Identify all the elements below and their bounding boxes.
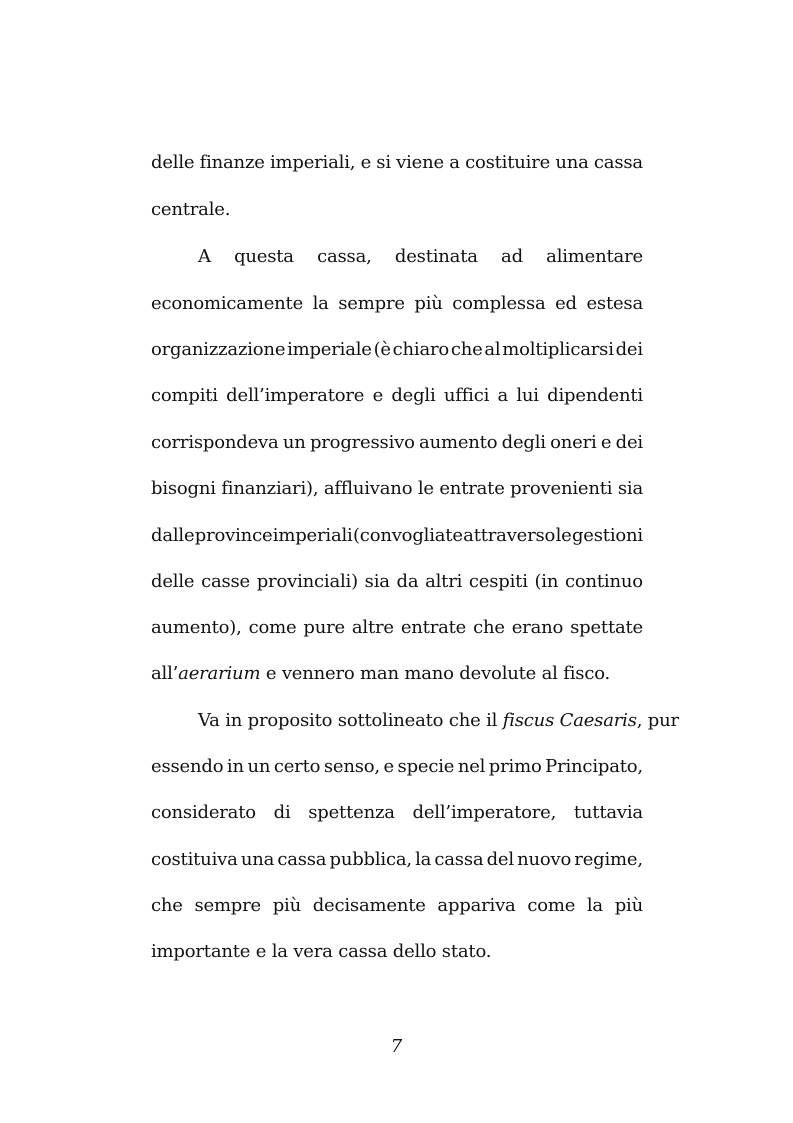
- word: la: [586, 895, 603, 916]
- word: questa: [234, 246, 294, 267]
- word: (è: [373, 339, 391, 360]
- page-number: 7: [390, 1036, 403, 1057]
- word: sia: [364, 571, 390, 592]
- word: nuovo: [517, 849, 572, 870]
- word: alimentare: [546, 246, 643, 267]
- word: altri: [425, 571, 463, 592]
- word: considerato: [151, 802, 256, 823]
- word: imperiale: [287, 339, 372, 360]
- word: casse: [201, 571, 251, 592]
- word: delle: [151, 571, 195, 592]
- word: e: [383, 756, 394, 777]
- word: a: [497, 385, 509, 406]
- text-line: [151, 752, 643, 782]
- word: compiti: [151, 385, 218, 406]
- word: sempre: [338, 293, 405, 314]
- word: moltiplicarsi: [502, 339, 614, 360]
- word: province: [194, 525, 273, 546]
- word: bisogni: [151, 478, 216, 499]
- text-line: [151, 567, 643, 597]
- word: la: [415, 849, 432, 870]
- word: lui: [516, 385, 539, 406]
- word: che: [151, 895, 183, 916]
- text-line: all’aerarium e vennero man mano devolute al fisco.: [151, 663, 611, 684]
- word: e: [360, 152, 372, 173]
- word: sia: [617, 478, 643, 499]
- word: che: [450, 339, 483, 360]
- word: si: [376, 152, 391, 173]
- word: economicamente: [151, 293, 304, 314]
- text-line: [151, 845, 643, 875]
- text-line: [151, 381, 643, 411]
- word: appariva: [437, 895, 516, 916]
- word: oneri: [550, 432, 597, 453]
- word: una: [240, 849, 275, 870]
- word: chiaro: [392, 339, 450, 360]
- word: senso,: [323, 756, 380, 777]
- word: destinata: [394, 246, 478, 267]
- italic-term: aerarium: [178, 663, 261, 684]
- word: provenienti: [510, 478, 613, 499]
- word: viene: [396, 152, 444, 173]
- word: cassa,: [317, 246, 372, 267]
- word: attraverso: [463, 525, 556, 546]
- word: organizzazione: [151, 339, 286, 360]
- word: essendo: [151, 756, 224, 777]
- word: più: [272, 895, 301, 916]
- word: imperiali: [272, 525, 353, 546]
- word: al: [484, 339, 501, 360]
- word: dei: [615, 339, 643, 360]
- word: da: [396, 571, 419, 592]
- word: cassa: [434, 849, 484, 870]
- word: pubblica,: [329, 849, 412, 870]
- word: entrate: [439, 478, 505, 499]
- word: estesa: [586, 293, 643, 314]
- word: dalle: [151, 525, 195, 546]
- word: uffici: [443, 385, 490, 406]
- word: degli: [501, 432, 546, 453]
- word: a: [449, 152, 460, 173]
- text-line: [151, 289, 643, 319]
- word: sempre: [194, 895, 261, 916]
- text-line: importante e la vera cassa dello stato.: [151, 941, 492, 962]
- text-line: [151, 521, 643, 551]
- word: progressivo: [309, 432, 415, 453]
- italic-term: fiscus Caesaris: [502, 710, 637, 731]
- text-line: [151, 335, 643, 365]
- word: corrispondeva: [151, 432, 279, 453]
- word: complessa: [452, 293, 546, 314]
- word: decisamente: [312, 895, 426, 916]
- word: finanze: [199, 152, 265, 173]
- word: come: [248, 617, 297, 638]
- word: specie: [397, 756, 455, 777]
- word: più: [614, 895, 643, 916]
- text-line: [151, 891, 643, 921]
- word: altre: [351, 617, 394, 638]
- word: A: [198, 246, 211, 267]
- text-line: [198, 242, 643, 272]
- text-line: centrale.: [151, 199, 231, 220]
- word: la: [312, 293, 329, 314]
- word: una: [555, 152, 589, 173]
- word: tuttavia: [573, 802, 643, 823]
- word: Principato,: [545, 756, 643, 777]
- word: (convogliate: [352, 525, 463, 546]
- word: cassa: [593, 152, 643, 173]
- word: e: [372, 385, 384, 406]
- word: spettenza: [308, 802, 395, 823]
- word: in: [226, 756, 244, 777]
- text-line: [151, 613, 643, 643]
- word: ed: [555, 293, 577, 314]
- text-line: Va in proposito sottolineato che il fiscus Caesaris, pur: [198, 710, 679, 731]
- word: le: [417, 478, 434, 499]
- word: entrate: [400, 617, 467, 638]
- word: affluivano: [323, 478, 413, 499]
- word: degli: [391, 385, 436, 406]
- word: un: [247, 756, 271, 777]
- word: imperiali,: [269, 152, 356, 173]
- word: costituiva: [151, 849, 238, 870]
- word: cassa: [277, 849, 327, 870]
- word: provinciali): [256, 571, 358, 592]
- word: dell’imperatore: [226, 385, 365, 406]
- text-line: [151, 798, 643, 828]
- word: dell’imperatore,: [412, 802, 557, 823]
- word: aumento: [419, 432, 498, 453]
- word: regime,: [574, 849, 643, 870]
- text-line: [151, 428, 643, 458]
- word: ad: [501, 246, 523, 267]
- word: (in: [534, 571, 559, 592]
- word: aumento),: [151, 617, 242, 638]
- word: più: [414, 293, 443, 314]
- word: un: [282, 432, 306, 453]
- word: costituire: [465, 152, 551, 173]
- word: gestioni: [571, 525, 643, 546]
- word: finanziari),: [221, 478, 319, 499]
- word: come: [527, 895, 576, 916]
- word: pure: [303, 617, 345, 638]
- word: che: [473, 617, 505, 638]
- word: di: [273, 802, 291, 823]
- word: certo: [273, 756, 321, 777]
- word: e: [600, 432, 612, 453]
- word: spettate: [570, 617, 643, 638]
- word: continuo: [564, 571, 643, 592]
- word: dei: [615, 432, 643, 453]
- text-line: [151, 474, 643, 504]
- word: delle: [151, 152, 195, 173]
- word: dipendenti: [547, 385, 643, 406]
- text-line: [151, 148, 643, 178]
- word: le: [555, 525, 572, 546]
- word: primo: [488, 756, 542, 777]
- word: nel: [457, 756, 486, 777]
- word: cespiti: [468, 571, 528, 592]
- word: erano: [511, 617, 564, 638]
- word: del: [486, 849, 514, 870]
